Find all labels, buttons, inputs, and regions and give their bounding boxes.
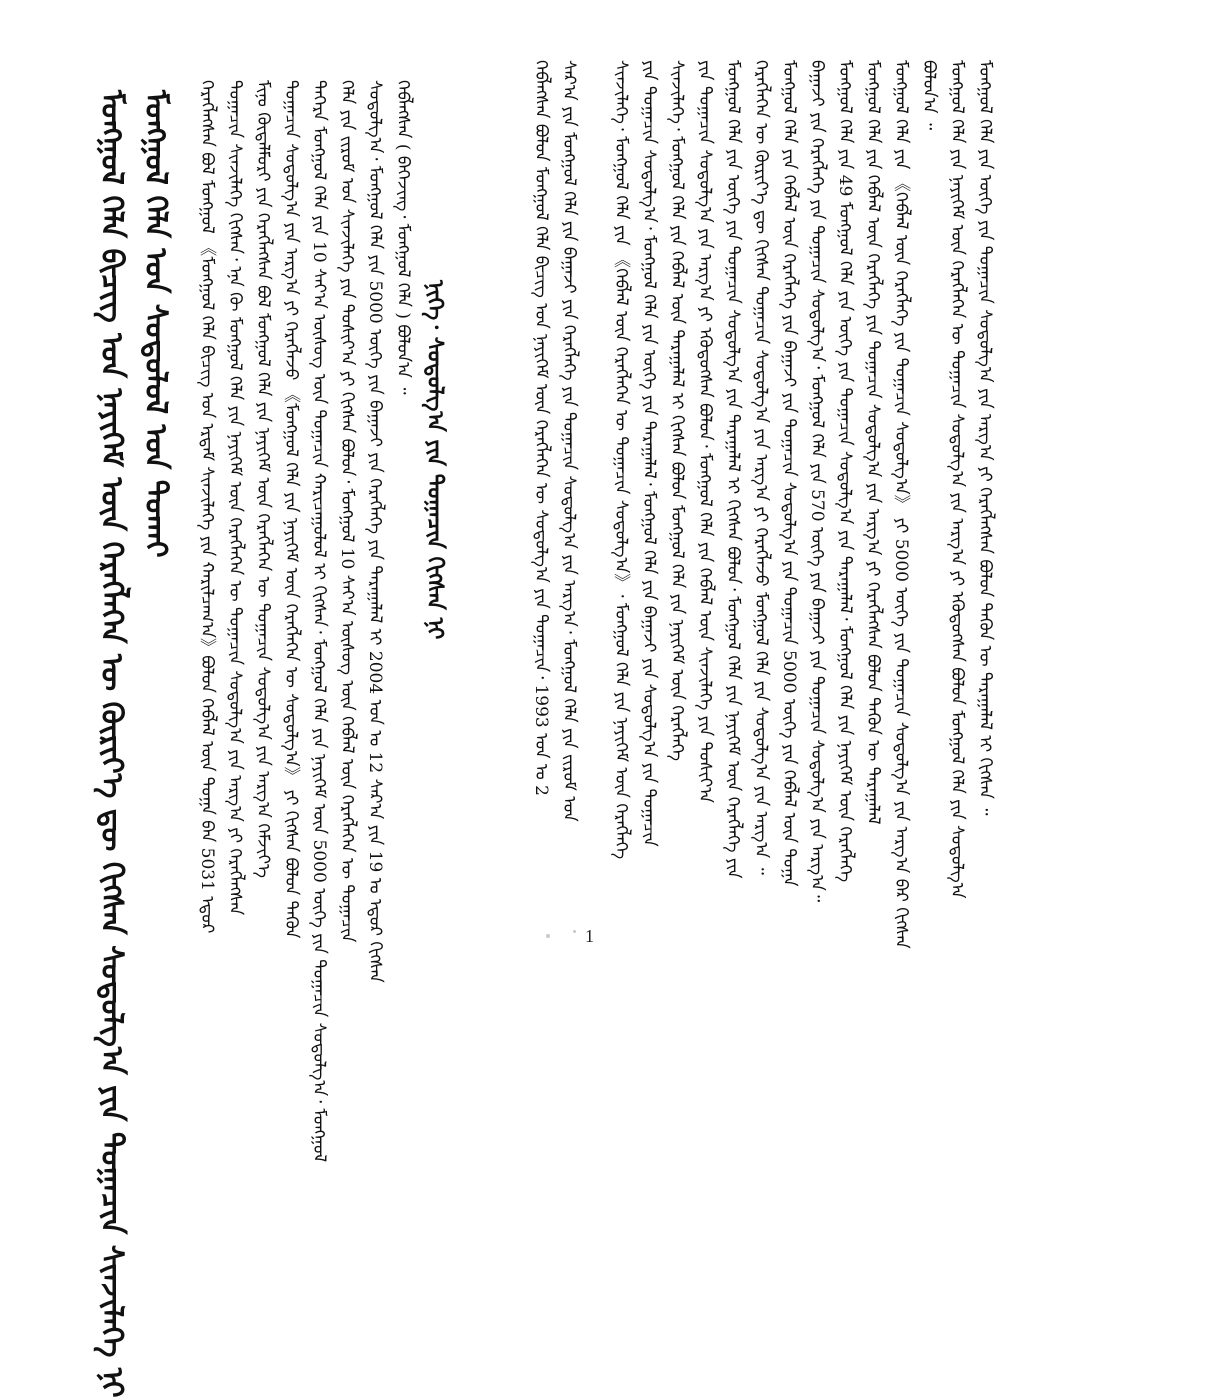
section-two-line: ᠮᠣᠩᠭᠣᠯ ᠬᠡᠯᠡ ᠶᠢᠨ ᠬᠡᠪᠯᠡᠯ ᠦᠨ ᠬᠡᠷᠡᠭᠯᠡᠭᠡ ᠶᠢᠨ ᠲᠣᠭᠠᠴᠢᠨ ᠰᠤᠳᠤᠯᠭ᠎ᠠ ᠶᠢᠨ ᠠᠷᠭ᠎ᠠ ᠶᠢ ᠬᠡᠷᠡᠭᠯᠡᠭᠰᠡᠨ ᠪᠣᠯᠤᠨ ᠲᠡᠭᠦᠨ ᠦ ᠳᠠᠷᠠᠭᠠᠯᠠᠯ [863, 60, 883, 825]
section-one-line: ᠬᠡᠷᠡᠭᠯᠡᠭᠰᠡᠨ ᠪᠣᠯ ᠮᠣᠩᠭᠣᠯ 《ᠮᠣᠩᠭᠣᠯ ᠬᠡᠯᠡ ᠪᠢᠴᠢᠭ ᠤᠨ ᠡᠷᠳᠡᠮ ᠰᠢᠨᠵᠢᠯᠡᠭᠡ ᠶᠢᠨ ᠬᠠᠷᠢᠯᠴᠠᠭ᠎ᠠ》ᠪᠣᠯᠤᠨ ᠬᠡᠪᠯᠡᠯ ᠦᠨ ᠲᠣᠭᠠ ᠪᠡᠨ 5031 ᠡᠳᠦᠷ [197, 80, 217, 934]
section-one-line: ᠬᠡᠯᠡ ᠶᠢᠨ ᠵᠢᠷᠤᠮ ᠤᠨ ᠰᠢᠨᠵᠢᠯᠡᠭᠡ ᠶᠢᠨ ᠳᠣᠰᠢᠶ᠎ᠠ ᠶᠢ ᠬᠢᠭᠰᠡᠨ ᠪᠣᠯᠤᠨ᠂ ᠮᠣᠩᠭᠣᠯ 10 ᠰᠠᠶ᠎ᠠ ᠦᠰᠦᠭ ᠦᠨ ᠬᠡᠪᠯᠡᠯ ᠦᠨ ᠬᠡᠷᠡᠭᠯᠡᠭᠡᠨ ᠦ ᠲᠣᠭᠠᠴᠢᠨ [337, 80, 357, 943]
section-two-line: ᠮᠣᠩᠭᠣᠯ ᠬᠡᠯᠡ ᠶᠢᠨ 《ᠬᠡᠪᠯᠡᠯ ᠦᠨ ᠬᠡᠷᠡᠭᠯᠡᠭᠡ ᠶᠢᠨ ᠲᠣᠭᠠᠴᠢᠨ ᠰᠤᠳᠤᠯᠭ᠎ᠠ》 ᠶᠢ 5000 ᠦᠭᠡ ᠶᠢᠨ ᠲᠣᠭᠠᠴᠢᠨ ᠰᠤᠳᠤᠯᠭ᠎ᠠ ᠶᠢᠨ ᠠᠷᠭ᠎ᠠ ᠪᠡᠷ ᠬᠢᠭᠰᠡᠨ [891, 60, 911, 949]
section-two-line: ᠶᠢᠨ ᠲᠣᠭᠠᠴᠢᠨ ᠰᠤᠳᠤᠯᠭ᠎ᠠ᠂ ᠮᠣᠩᠭᠣᠯ ᠬᠡᠯᠡ ᠶᠢᠨ ᠦᠭᠡ ᠶᠢᠨ ᠳᠠᠷᠠᠭᠠᠯᠠᠯ᠂ ᠮᠣᠩᠭᠣᠯ ᠬᠡᠯᠡ ᠶᠢᠨ ᠪᠠᠭᠠᠵᠢ ᠶᠢᠨ ᠰᠤᠳᠤᠯᠭ᠎ᠠ ᠶᠢᠨ ᠲᠣᠭᠠᠴᠢᠨ [639, 60, 659, 847]
section-two-line: ᠶᠢᠨ ᠲᠣᠭᠠᠴᠢᠨ ᠰᠤᠳᠤᠯᠭ᠎ᠠ ᠶᠢᠨ ᠠᠷᠭ᠎ᠠ ᠶᠢ ᠡᠭᠦᠳᠦᠭᠰᠡᠨ ᠪᠣᠯᠤᠨ᠂ ᠮᠣᠩᠭᠣᠯ ᠬᠡᠯᠡ ᠶᠢᠨ ᠬᠡᠪᠯᠡᠯ ᠦᠨ ᠰᠢᠨᠵᠢᠯᠡᠭᠡ ᠶᠢᠨ ᠳᠣᠰᠢᠶ᠎ᠠ [695, 60, 715, 804]
section-two-line: ᠮᠣᠩᠭᠣᠯ ᠬᠡᠯᠡ ᠶᠢᠨ ᠨᠡᠶᠢᠭᠡᠮ ᠦᠨ ᠬᠡᠷᠡᠭᠯᠡᠭᠡᠨ ᠦ ᠲᠣᠭᠠᠴᠢᠨ ᠰᠤᠳᠤᠯᠭ᠎ᠠ ᠶᠢᠨ ᠠᠷᠭ᠎ᠠ ᠶᠢ ᠡᠭᠦᠳᠦᠭᠰᠡᠨ ᠪᠣᠯᠤᠨ ᠮᠣᠩᠭᠣᠯ ᠬᠡᠯᠡ ᠶᠢᠨ ᠰᠤᠳᠤᠯᠭ᠎ᠠ [947, 60, 967, 899]
scan-speck [573, 930, 576, 933]
section-two-line: ᠮᠣᠩᠭᠣᠯ ᠬᠡᠯᠡ ᠶᠢᠨ ᠬᠡᠪᠯᠡᠯ ᠦᠨ ᠬᠡᠷᠡᠭᠯᠡᠭᠡ ᠶᠢᠨ ᠪᠠᠭᠠᠵᠢ ᠶᠢᠨ ᠲᠣᠭᠠᠴᠢᠨ ᠰᠤᠳᠤᠯᠭ᠎ᠠ ᠶᠢᠨ ᠲᠣᠭᠠᠴᠢᠨ 5000 ᠦᠭᠡ ᠶᠢᠨ ᠬᠡᠪᠯᠡᠯ ᠦᠨ ᠲᠣᠭᠠ [779, 60, 799, 887]
scan-speck [546, 934, 550, 938]
section-two-line: ᠮᠣᠩᠭᠣᠯ ᠬᠡᠯᠡ ᠶᠢᠨ ᠦᠭᠡ ᠶᠢᠨ ᠲᠣᠭᠠᠴᠢᠨ ᠰᠤᠳᠤᠯᠭ᠎ᠠ ᠶᠢᠨ ᠠᠷᠭ᠎ᠠ ᠶᠢ ᠬᠡᠷᠡᠭᠯᠡᠭᠰᠡᠨ ᠪᠣᠯᠤᠨ ᠲᠡᠭᠦᠨ ᠦ ᠳᠠᠷᠠᠭᠠᠯᠠᠯ ᠢ ᠬᠢᠭᠰᠡᠨ ᠃ [975, 60, 995, 816]
section-two-line: ᠪᠠᠭᠠᠵᠢ ᠶᠢᠨ ᠬᠡᠷᠡᠭᠯᠡᠭᠡ ᠶᠢᠨ ᠲᠣᠭᠠᠴᠢᠨ ᠰᠤᠳᠤᠯᠭ᠎ᠠ᠂ ᠮᠣᠩᠭᠣᠯ ᠬᠡᠯᠡ ᠶᠢᠨ 570 ᠦᠭᠡ ᠶᠢᠨ ᠪᠠᠭᠠᠵᠢ ᠶᠢᠨ ᠲᠣᠭᠠᠴᠢᠨ ᠰᠤᠳᠤᠯᠭ᠎ᠠ ᠶᠢᠨ ᠠᠷᠭ᠎ᠠ᠃ [807, 60, 827, 903]
section-two-line: ᠮᠣᠩᠭᠣᠯ ᠬᠡᠯᠡ ᠶᠢᠨ 49 ᠮᠣᠩᠭᠣᠯ ᠬᠡᠯᠡ ᠶᠢᠨ ᠦᠭᠡ ᠶᠢᠨ ᠲᠣᠭᠠᠴᠢᠨ ᠰᠤᠳᠤᠯᠭ᠎ᠠ ᠶᠢᠨ ᠳᠠᠷᠠᠭᠠᠯᠠᠯ᠂ ᠮᠣᠩᠭᠣᠯ ᠬᠡᠯᠡ ᠶᠢᠨ ᠨᠡᠶᠢᠭᠡᠮ ᠦᠨ ᠬᠡᠷᠡᠭᠯᠡᠭᠡ [835, 60, 855, 883]
section-one-line: ᠲᠣᠭᠠᠴᠢᠨ ᠰᠢᠨᠵᠢᠯᠡᠭᠡ ᠬᠢᠭᠰᠡᠨ᠂ ᠡᠨᠡ ᠬᠦ ᠮᠣᠩᠭᠣᠯ ᠬᠡᠯᠡ ᠶᠢᠨ ᠨᠡᠶᠢᠭᠡᠮ ᠦᠨ ᠬᠡᠷᠡᠭᠯᠡᠭᠡᠨ ᠦ ᠲᠣᠭᠠᠴᠢᠨ ᠰᠤᠳᠤᠯᠭ᠎ᠠ ᠶᠢᠨ ᠠᠷᠭ᠎ᠠ ᠶᠢ ᠬᠡᠷᠡᠭᠯᠡᠭᠰᠡᠨ [225, 80, 245, 916]
section-one-line: ᠬᠡᠪᠯᠡᠭᠰᠡᠨ ( ᠪᠡᠭᠡᠵᠢᠩ᠂ ᠮᠣᠩᠭᠣᠯ ᠬᠡᠯᠡ ) ᠪᠣᠯᠤᠨ᠎ᠠ ᠃ [393, 80, 413, 395]
section-one-line: ᠳᠡᠭᠡᠷᠡ ᠮᠣᠩᠭᠣᠯ ᠬᠡᠯᠡ ᠶᠢᠨ 10 ᠰᠠᠶ᠎ᠠ ᠦᠰᠦᠭ ᠦᠨ ᠲᠣᠭᠠᠴᠢᠨ ᠬᠠᠷᠢᠴᠠᠭᠤᠯᠤᠯ ᠢ ᠬᠢᠭᠰᠡᠨ᠂ ᠮᠣᠩᠭᠣᠯ ᠬᠡᠯᠡ ᠶᠢᠨ ᠨᠡᠶᠢᠭᠡᠮ ᠦᠨ 5000 ᠦᠭᠡ ᠶᠢᠨ ᠲᠣᠭᠠᠴᠢᠨ ᠰᠤᠳᠤᠯᠭ᠎ᠠ᠂ ᠮᠣᠩᠭᠣᠯ [309, 80, 329, 1163]
document-title-line-2: ᠮᠣᠩᠭᠣᠯ ᠬᠡᠯᠡ ᠤᠨ ᠰᠤᠳᠤᠯᠤᠯ ᠤᠨ ᠲᠤᠬᠠᠢ [138, 90, 173, 558]
section-two-line: ᠬᠡᠪᠯᠡᠭᠰᠡᠨ ᠪᠣᠯᠤᠨ ᠮᠣᠩᠭᠣᠯ ᠬᠡᠯᠡ ᠪᠢᠴᠢᠭ ᠤᠨ ᠨᠡᠶᠢᠭᠡᠮ ᠦᠨ ᠬᠡᠷᠡᠭᠯᠡᠭᠡᠨ ᠦ ᠰᠤᠳᠤᠯᠭ᠎ᠠ ᠶᠢᠨ ᠲᠣᠭᠠᠴᠢᠨ᠂ 1993 ᠣᠨ ᠤ 2 [531, 60, 551, 796]
section-heading: ᠨᠢᠭᠡ᠂ ᠰᠤᠳᠤᠯᠭ᠎ᠠ ᠶᠢᠨ ᠲᠣᠭᠠᠴᠢᠨ ᠬᠢᠭᠰᠡᠨ ᠨᠢ [422, 280, 448, 640]
section-one-line: ᠮᠢᠨᠤ᠋ ᠬᠦᠳᠡᠯᠮᠦᠷᠢ ᠶᠢᠨ ᠬᠡᠷᠡᠭᠯᠡᠭᠰᠡᠨ ᠪᠣᠯ ᠮᠣᠩᠭᠣᠯ ᠬᠡᠯᠡ ᠶᠢᠨ ᠨᠡᠶᠢᠭᠡᠮ ᠦᠨ ᠬᠡᠷᠡᠭᠯᠡᠭᠡᠨ ᠦ ᠲᠣᠭᠠᠴᠢᠨ ᠰᠤᠳᠤᠯᠭ᠎ᠠ ᠶᠢᠨ ᠠᠷᠭ᠎ᠠ ᠬᠡᠮᠵᠢᠶ᠎ᠡ [253, 80, 273, 878]
section-two-line: ᠮᠣᠩᠭᠣᠯ ᠬᠡᠯᠡ ᠶᠢᠨ ᠦᠭᠡ ᠶᠢᠨ ᠲᠣᠭᠠᠴᠢᠨ ᠰᠤᠳᠤᠯᠭ᠎ᠠ ᠶᠢᠨ ᠳᠠᠷᠠᠭᠠᠯᠠᠯ ᠢ ᠬᠢᠭᠰᠡᠨ ᠪᠣᠯᠤᠨ᠂ ᠮᠣᠩᠭᠣᠯ ᠬᠡᠯᠡ ᠶᠢᠨ ᠨᠡᠶᠢᠭᠡᠮ ᠦᠨ ᠬᠡᠷᠡᠭᠯᠡᠭᠡ ᠶᠢᠨ [723, 60, 743, 879]
section-two-line: ᠪᠣᠯᠤᠨ᠎ᠠ ᠃ [919, 60, 939, 131]
page-number: 1 [585, 926, 594, 946]
section-one-line: ᠲᠣᠭᠠᠴᠢᠨ ᠰᠤᠳᠤᠯᠭ᠎ᠠ ᠶᠢᠨ ᠠᠷᠭ᠎ᠠ ᠶᠢ ᠬᠡᠷᠡᠭᠯᠡᠵᠦ 《ᠮᠣᠩᠭᠣᠯ ᠬᠡᠯᠡ ᠶᠢᠨ ᠨᠡᠶᠢᠭᠡᠮ ᠦᠨ ᠬᠡᠷᠡᠭᠯᠡᠭᠡᠨ ᠦ ᠰᠤᠳᠤᠯᠭ᠎ᠠ》 ᠶᠢ ᠬᠢᠭᠰᠡᠨ ᠪᠣᠯᠤᠨ ᠲᠡᠭᠦᠨ [281, 80, 301, 939]
document-title-line-1: ᠮᠣᠩᠭᠣᠯ ᠬᠡᠯᠡ ᠪᠢᠴᠢᠭ ᠤᠨ ᠨᠡᠶᠢᠭᠡᠮ ᠦᠨ ᠬᠡᠷᠡᠭᠯᠡᠭᠡᠨ ᠦ ᠬᠦᠷᠢᠶ᠎ᠡ ᠳᠦ ᠬᠢᠭᠰᠡᠨ ᠰᠤᠳᠤᠯᠭ᠎ᠠ ᠶᠢᠨ ᠲᠣᠭᠠᠴᠢᠨ ᠰᠢᠨᠵᠢᠯᠡᠭᠡ ᠨᠢ [94, 90, 129, 1398]
section-two-line: ᠰᠠᠷ᠎ᠠ ᠶᠢᠨ ᠮᠣᠩᠭᠣᠯ ᠬᠡᠯᠡ ᠶᠢᠨ ᠪᠠᠭᠠᠵᠢ ᠶᠢᠨ ᠬᠡᠷᠡᠭᠯᠡᠭᠡ ᠶᠢᠨ ᠲᠣᠭᠠᠴᠢᠨ ᠰᠤᠳᠤᠯᠭ᠎ᠠ ᠶᠢᠨ ᠠᠷᠭ᠎ᠠ᠂ ᠮᠣᠩᠭᠣᠯ ᠬᠡᠯᠡ ᠶᠢᠨ ᠵᠢᠷᠤᠮ ᠤᠨ [559, 60, 579, 822]
section-two-line: ᠰᠢᠨᠵᠢᠯᠡᠭᠡ᠂ ᠮᠣᠩᠭᠣᠯ ᠬᠡᠯᠡ ᠶᠢᠨ ᠬᠡᠪᠯᠡᠯ ᠦᠨ ᠳᠠᠷᠠᠭᠠᠯᠠᠯ ᠢ ᠬᠢᠭᠰᠡᠨ ᠪᠣᠯᠤᠨ ᠮᠣᠩᠭᠣᠯ ᠬᠡᠯᠡ ᠶᠢᠨ ᠨᠡᠶᠢᠭᠡᠮ ᠦᠨ ᠬᠡᠷᠡᠭᠯᠡᠭᠡ [667, 60, 687, 762]
section-two-line: ᠰᠢᠨᠵᠢᠯᠡᠭᠡ᠂ ᠮᠣᠩᠭᠣᠯ ᠬᠡᠯᠡ ᠶᠢᠨ 《ᠬᠡᠪᠯᠡᠯ ᠦᠨ ᠬᠡᠷᠡᠭᠯᠡᠭᠡᠨ ᠦ ᠲᠣᠭᠠᠴᠢᠨ ᠰᠤᠳᠤᠯᠭ᠎ᠠ》᠂ ᠮᠣᠩᠭᠣᠯ ᠬᠡᠯᠡ ᠶᠢᠨ ᠨᠡᠶᠢᠭᠡᠮ ᠦᠨ ᠬᠡᠷᠡᠭᠯᠡᠭᠡ [611, 60, 631, 860]
section-one-line: ᠰᠤᠳᠤᠯᠭ᠎ᠠ᠂ ᠮᠣᠩᠭᠣᠯ ᠬᠡᠯᠡ ᠶᠢᠨ 5000 ᠦᠭᠡ ᠶᠢᠨ ᠪᠠᠭᠠᠵᠢ ᠶᠢᠨ ᠬᠡᠷᠡᠭᠯᠡᠭᠡ ᠶᠢᠨ ᠳᠠᠷᠠᠭᠠᠯᠠᠯ ᠢ 2004 ᠣᠨ ᠤ 12 ᠰᠠᠷ᠎ᠠ ᠶᠢᠨ 19 ᠤ ᠡᠳᠦᠷ ᠬᠢᠭᠰᠡᠨ [365, 80, 385, 983]
section-two-line: ᠬᠡᠷᠡᠭᠯᠡᠭᠡᠨ ᠦ ᠬᠦᠷᠢᠶ᠎ᠡ ᠳᠦ ᠬᠢᠭᠰᠡᠨ ᠲᠣᠭᠠᠴᠢᠨ ᠰᠤᠳᠤᠯᠭ᠎ᠠ ᠶᠢᠨ ᠠᠷᠭ᠎ᠠ ᠶᠢ ᠬᠡᠷᠡᠭᠯᠡᠵᠦ ᠮᠣᠩᠭᠣᠯ ᠬᠡᠯᠡ ᠶᠢᠨ ᠰᠤᠳᠤᠯᠭ᠎ᠠ ᠶᠢᠨ ᠠᠷᠭ᠎ᠠ ᠃ [751, 60, 771, 875]
